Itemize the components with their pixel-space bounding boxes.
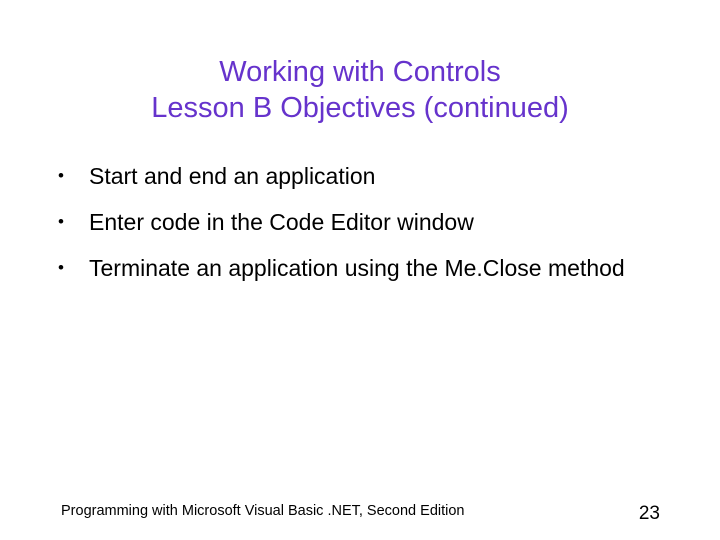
bullet-icon: • <box>58 212 64 231</box>
bullet-text: Terminate an application using the Me.Close method <box>89 255 625 281</box>
bullet-icon: • <box>58 258 64 277</box>
slide-footer: Programming with Microsoft Visual Basic .NET, Second Edition <box>61 503 465 519</box>
list-item <box>58 162 678 190</box>
bullet-text: Start and end an application <box>89 163 376 189</box>
objectives-list <box>58 162 678 300</box>
slide-title-line-1: Working with Controls <box>219 56 501 88</box>
slide-title-line-2: Lesson B Objectives (continued) <box>151 92 569 124</box>
bullet-icon: • <box>58 166 64 185</box>
list-item <box>58 254 678 282</box>
bullet-text: Enter code in the Code Editor window <box>89 209 474 235</box>
slide-title <box>0 54 720 126</box>
list-item <box>58 208 678 236</box>
page-number: 23 <box>638 503 660 524</box>
